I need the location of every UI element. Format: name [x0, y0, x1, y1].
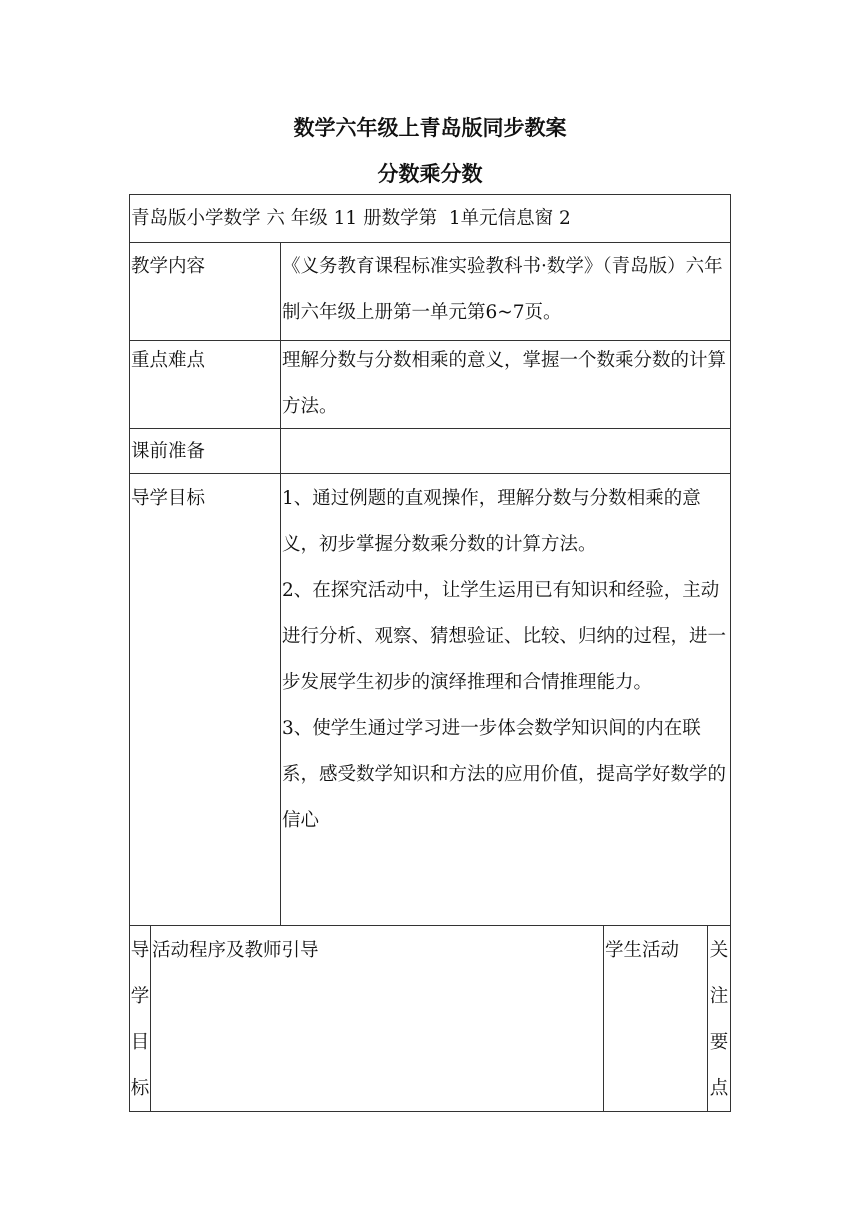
row-content-teaching-content: 《义务教育课程标准实验教科书·数学》（青岛版）六年制六年级上册第一单元第6~7页。	[282, 256, 723, 323]
col-header-focus-points: 关注要点	[709, 940, 729, 1099]
column-divider	[150, 925, 151, 1111]
row-divider	[129, 242, 731, 243]
table-border-top	[129, 194, 731, 195]
objective-item: 1、通过例题的直观操作，理解分数与分数相乘的意义，初步掌握分数乘分数的计算方法。	[282, 488, 701, 555]
objective-item: 2、在探究活动中，让学生运用已有知识和经验，主动进行分析、观察、猜想验证、比较、归纳的过程，进一步发展学生初步的演绎推理和合情推理能力。	[282, 580, 727, 693]
objective-item: 3、使学生通过学习进一步体会数学知识间的内在联系，感受数学知识和方法的应用价值，提高学好数学的信心	[282, 718, 727, 831]
document-subtitle: 分数乘分数	[377, 162, 483, 186]
row-content-key-points: 理解分数与分数相乘的意义，掌握一个数乘分数的计算方法。	[282, 350, 727, 417]
row-label-objectives: 导学目标	[131, 488, 206, 509]
document-title: 数学六年级上青岛版同步教案	[293, 116, 567, 140]
col-header-student-activity: 学生活动	[605, 940, 680, 961]
row-label-key-points: 重点难点	[131, 350, 206, 371]
col-header-objectives: 导学目标	[130, 940, 150, 1099]
column-divider	[707, 925, 708, 1111]
column-divider	[280, 242, 281, 925]
row-divider	[129, 925, 731, 926]
table-border-right	[730, 194, 731, 1112]
row-content-objectives	[282, 476, 729, 844]
column-divider	[603, 925, 604, 1111]
row-label-preparation: 课前准备	[131, 441, 206, 462]
col-header-teacher-guidance: 活动程序及教师引导	[152, 940, 319, 961]
table-header-line: 青岛版小学数学 六 年级 11 册数学第 1单元信息窗 2	[131, 208, 571, 229]
table-border-bottom	[129, 1111, 731, 1112]
row-label-teaching-content: 教学内容	[131, 256, 206, 277]
